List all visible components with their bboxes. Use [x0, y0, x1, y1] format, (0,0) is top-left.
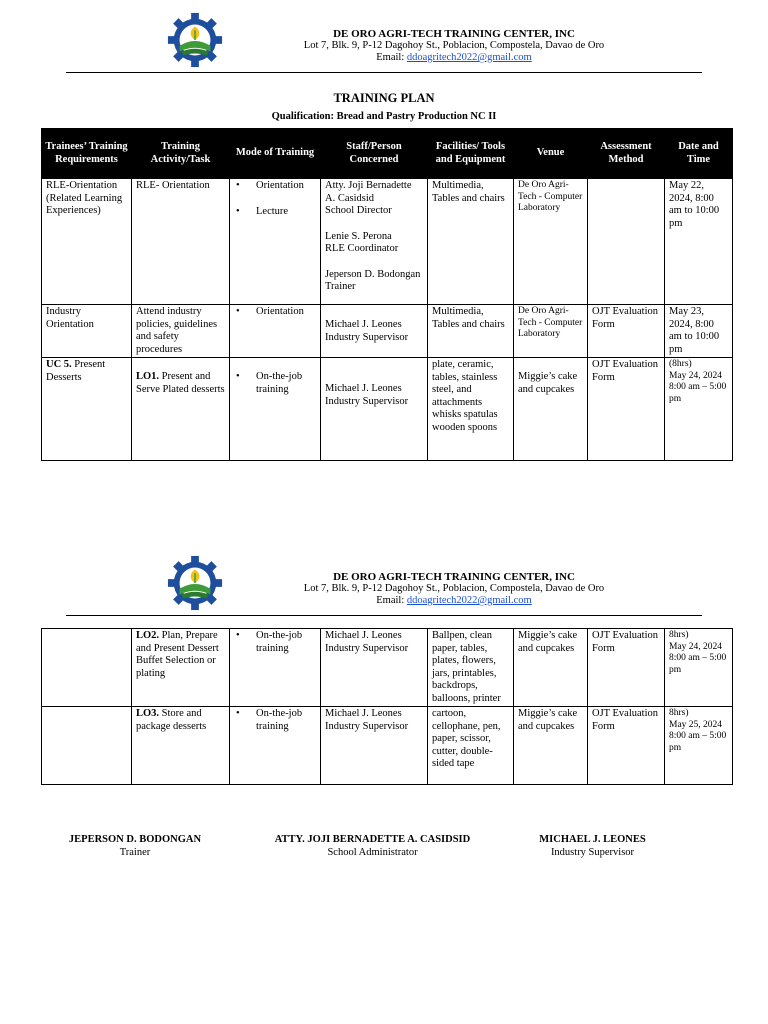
- date-value: May 24, 2024 8:00 am – 5:00 pm: [669, 641, 727, 675]
- date-cell: [665, 358, 733, 461]
- mode-item: • On-the-job training: [234, 371, 316, 396]
- assessment-cell: OJT Evaluation Form: [588, 358, 665, 461]
- center-name: DE ORO AGRI-TECH TRAINING CENTER, INC: [333, 571, 575, 583]
- lo-title: Present and Serve Plated desserts: [136, 371, 225, 395]
- mode-item: • Orientation: [234, 306, 316, 319]
- requirement-cell: RLE-Orientation (Related Learning Experiences): [42, 179, 132, 305]
- center-address: Lot 7, Blk. 9, P-12 Dagohoy St., Poblacion, Compostela, Davao de Oro: [303, 583, 605, 594]
- task-cell: [132, 707, 230, 785]
- mode-cell: [230, 305, 321, 358]
- mode-cell: [230, 358, 321, 461]
- header-cell: Trainees’ Training Requirements: [42, 129, 132, 179]
- lo-code: LO3.: [136, 708, 160, 719]
- table-row: [42, 629, 733, 707]
- training-plan-table-continued: [41, 628, 733, 785]
- facilities-cell: Ballpen, clean paper, tables, plates, flowers, jars, printables, backdrops, balloons, printer: [428, 629, 514, 707]
- staff-name: Jeperson D. Bodongan: [325, 268, 421, 280]
- venue-cell: De Oro Agri-Tech - Computer Laboratory: [514, 179, 588, 305]
- date-value: May 24, 2024 8:00 am – 5:00 pm: [669, 370, 727, 404]
- staff-cell: [321, 305, 428, 358]
- lo-code: LO2.: [136, 630, 160, 641]
- staff-cell: [321, 629, 428, 707]
- lo-code: LO1.: [136, 371, 160, 382]
- staff-cell: [321, 179, 428, 305]
- assessment-cell: OJT Evaluation Form: [588, 629, 665, 707]
- unit-title: Present Desserts: [46, 359, 106, 383]
- date-cell: May 22, 2024, 8:00 am to 10:00 pm: [665, 179, 733, 305]
- facilities-cell: cartoon, cellophane, pen, paper, scissor, cutter, double-sided tape: [428, 707, 514, 785]
- mode-cell: [230, 629, 321, 707]
- assessment-cell: OJT Evaluation Form: [588, 305, 665, 358]
- header-cell: Venue: [514, 129, 588, 179]
- requirement-cell: [42, 358, 132, 461]
- letterhead: [66, 10, 702, 73]
- header-cell: Staff/Person Concerned: [321, 129, 428, 179]
- venue-cell: De Oro Agri-Tech - Computer Laboratory: [514, 305, 588, 358]
- duration: (8hrs): [669, 359, 692, 369]
- staff-role: Industry Supervisor: [325, 642, 409, 654]
- task-cell: Attend industry policies, guidelines and safety procedures: [132, 305, 230, 358]
- task-cell: [132, 358, 230, 461]
- date-cell: May 23, 2024, 8:00 am to 10:00 pm: [665, 305, 733, 358]
- assessment-cell: [588, 179, 665, 305]
- header-cell: Facilities/ Tools and Equipment: [428, 129, 514, 179]
- mode-cell: [230, 707, 321, 785]
- task-cell: RLE- Orientation: [132, 179, 230, 305]
- staff-name: Michael J. Leones: [325, 708, 402, 719]
- staff-name: Michael J. Leones: [325, 383, 402, 394]
- table-row: [42, 358, 733, 461]
- header-cell: Mode of Training: [230, 129, 321, 179]
- signatory-name: MICHAEL J. LEONES: [539, 834, 646, 845]
- facilities-cell: Multimedia, Tables and chairs: [428, 179, 514, 305]
- staff-role: Trainer: [325, 281, 356, 292]
- requirement-cell: [42, 629, 132, 707]
- signature-supervisor: [510, 833, 675, 859]
- header-cell: Assessment Method: [588, 129, 665, 179]
- center-address: Lot 7, Blk. 9, P-12 Dagohoy St., Poblacion, Compostela, Davao de Oro: [303, 40, 605, 51]
- staff-cell: [321, 358, 428, 461]
- duration: 8hrs): [669, 630, 689, 640]
- email-link[interactable]: ddoagritech2022@gmail.com: [406, 52, 532, 63]
- signatory-name: JEPERSON D. BODONGAN: [68, 834, 202, 845]
- header-cell: Training Activity/Task: [132, 129, 230, 179]
- date-cell: [665, 629, 733, 707]
- table-row: [42, 707, 733, 785]
- signature-trainer: [40, 833, 230, 859]
- requirement-cell: Industry Orientation: [42, 305, 132, 358]
- staff-name: Michael J. Leones: [325, 319, 402, 330]
- mode-item: • On-the-job training: [234, 630, 316, 655]
- staff-role: School Director: [325, 205, 392, 216]
- venue-cell: Miggie’s cake and cupcakes: [514, 707, 588, 785]
- duration: 8hrs): [669, 708, 689, 718]
- date-value: May 25, 2024 8:00 am – 5:00 pm: [669, 719, 727, 753]
- lo-title: Store and package desserts: [136, 708, 207, 732]
- letterhead: [66, 553, 702, 616]
- lo-title: Plan, Prepare and Present Dessert Buffet Selection or plating: [136, 630, 219, 679]
- task-cell: [132, 629, 230, 707]
- email-link[interactable]: ddoagritech2022@gmail.com: [406, 595, 532, 606]
- facilities-cell: Multimedia, Tables and chairs: [428, 305, 514, 358]
- staff-name: Atty. Joji Bernadette A. Casidsid: [325, 180, 412, 204]
- table-row: [42, 305, 733, 358]
- signatory-role: School Administrator: [327, 847, 418, 858]
- assessment-cell: OJT Evaluation Form: [588, 707, 665, 785]
- date-cell: [665, 707, 733, 785]
- page-title: TRAINING PLAN: [333, 91, 435, 105]
- signatory-role: Trainer: [119, 847, 151, 858]
- unit-code: UC 5.: [46, 359, 72, 370]
- mode-item: • On-the-job training: [234, 708, 316, 733]
- venue-cell: Miggie’s cake and cupcakes: [514, 629, 588, 707]
- staff-role: Industry Supervisor: [325, 331, 409, 343]
- mode-cell: [230, 179, 321, 305]
- staff-role: RLE Coordinator: [325, 243, 399, 254]
- header-cell: Date and Time: [665, 129, 733, 179]
- center-email: Email: ddoagritech2022@gmail.com: [376, 595, 532, 606]
- staff-name: Lenie S. Perona: [325, 230, 392, 242]
- staff-cell: [321, 707, 428, 785]
- center-name: DE ORO AGRI-TECH TRAINING CENTER, INC: [333, 28, 575, 40]
- training-plan-table: [41, 128, 733, 461]
- table-header-row: [42, 129, 733, 179]
- mode-item: • Orientation: [234, 180, 316, 193]
- signatory-name: ATTY. JOJI BERNADETTE A. CASIDSID: [274, 834, 471, 845]
- staff-role: Industry Supervisor: [325, 395, 409, 407]
- staff-role: Industry Supervisor: [325, 720, 409, 732]
- mode-item: • Lecture: [234, 206, 316, 219]
- signatory-role: Industry Supervisor: [550, 847, 635, 858]
- qualification: Qualification: Bread and Pastry Production NC II: [271, 111, 497, 122]
- staff-name: Michael J. Leones: [325, 630, 402, 641]
- venue-cell: Miggie’s cake and cupcakes: [514, 358, 588, 461]
- requirement-cell: [42, 707, 132, 785]
- center-email: Email: ddoagritech2022@gmail.com: [376, 52, 532, 63]
- table-row: [42, 179, 733, 305]
- facilities-cell: plate, ceramic, tables, stainless steel, and attachments whisks spatulas wooden spoons: [428, 358, 514, 461]
- signature-administrator: [250, 833, 495, 859]
